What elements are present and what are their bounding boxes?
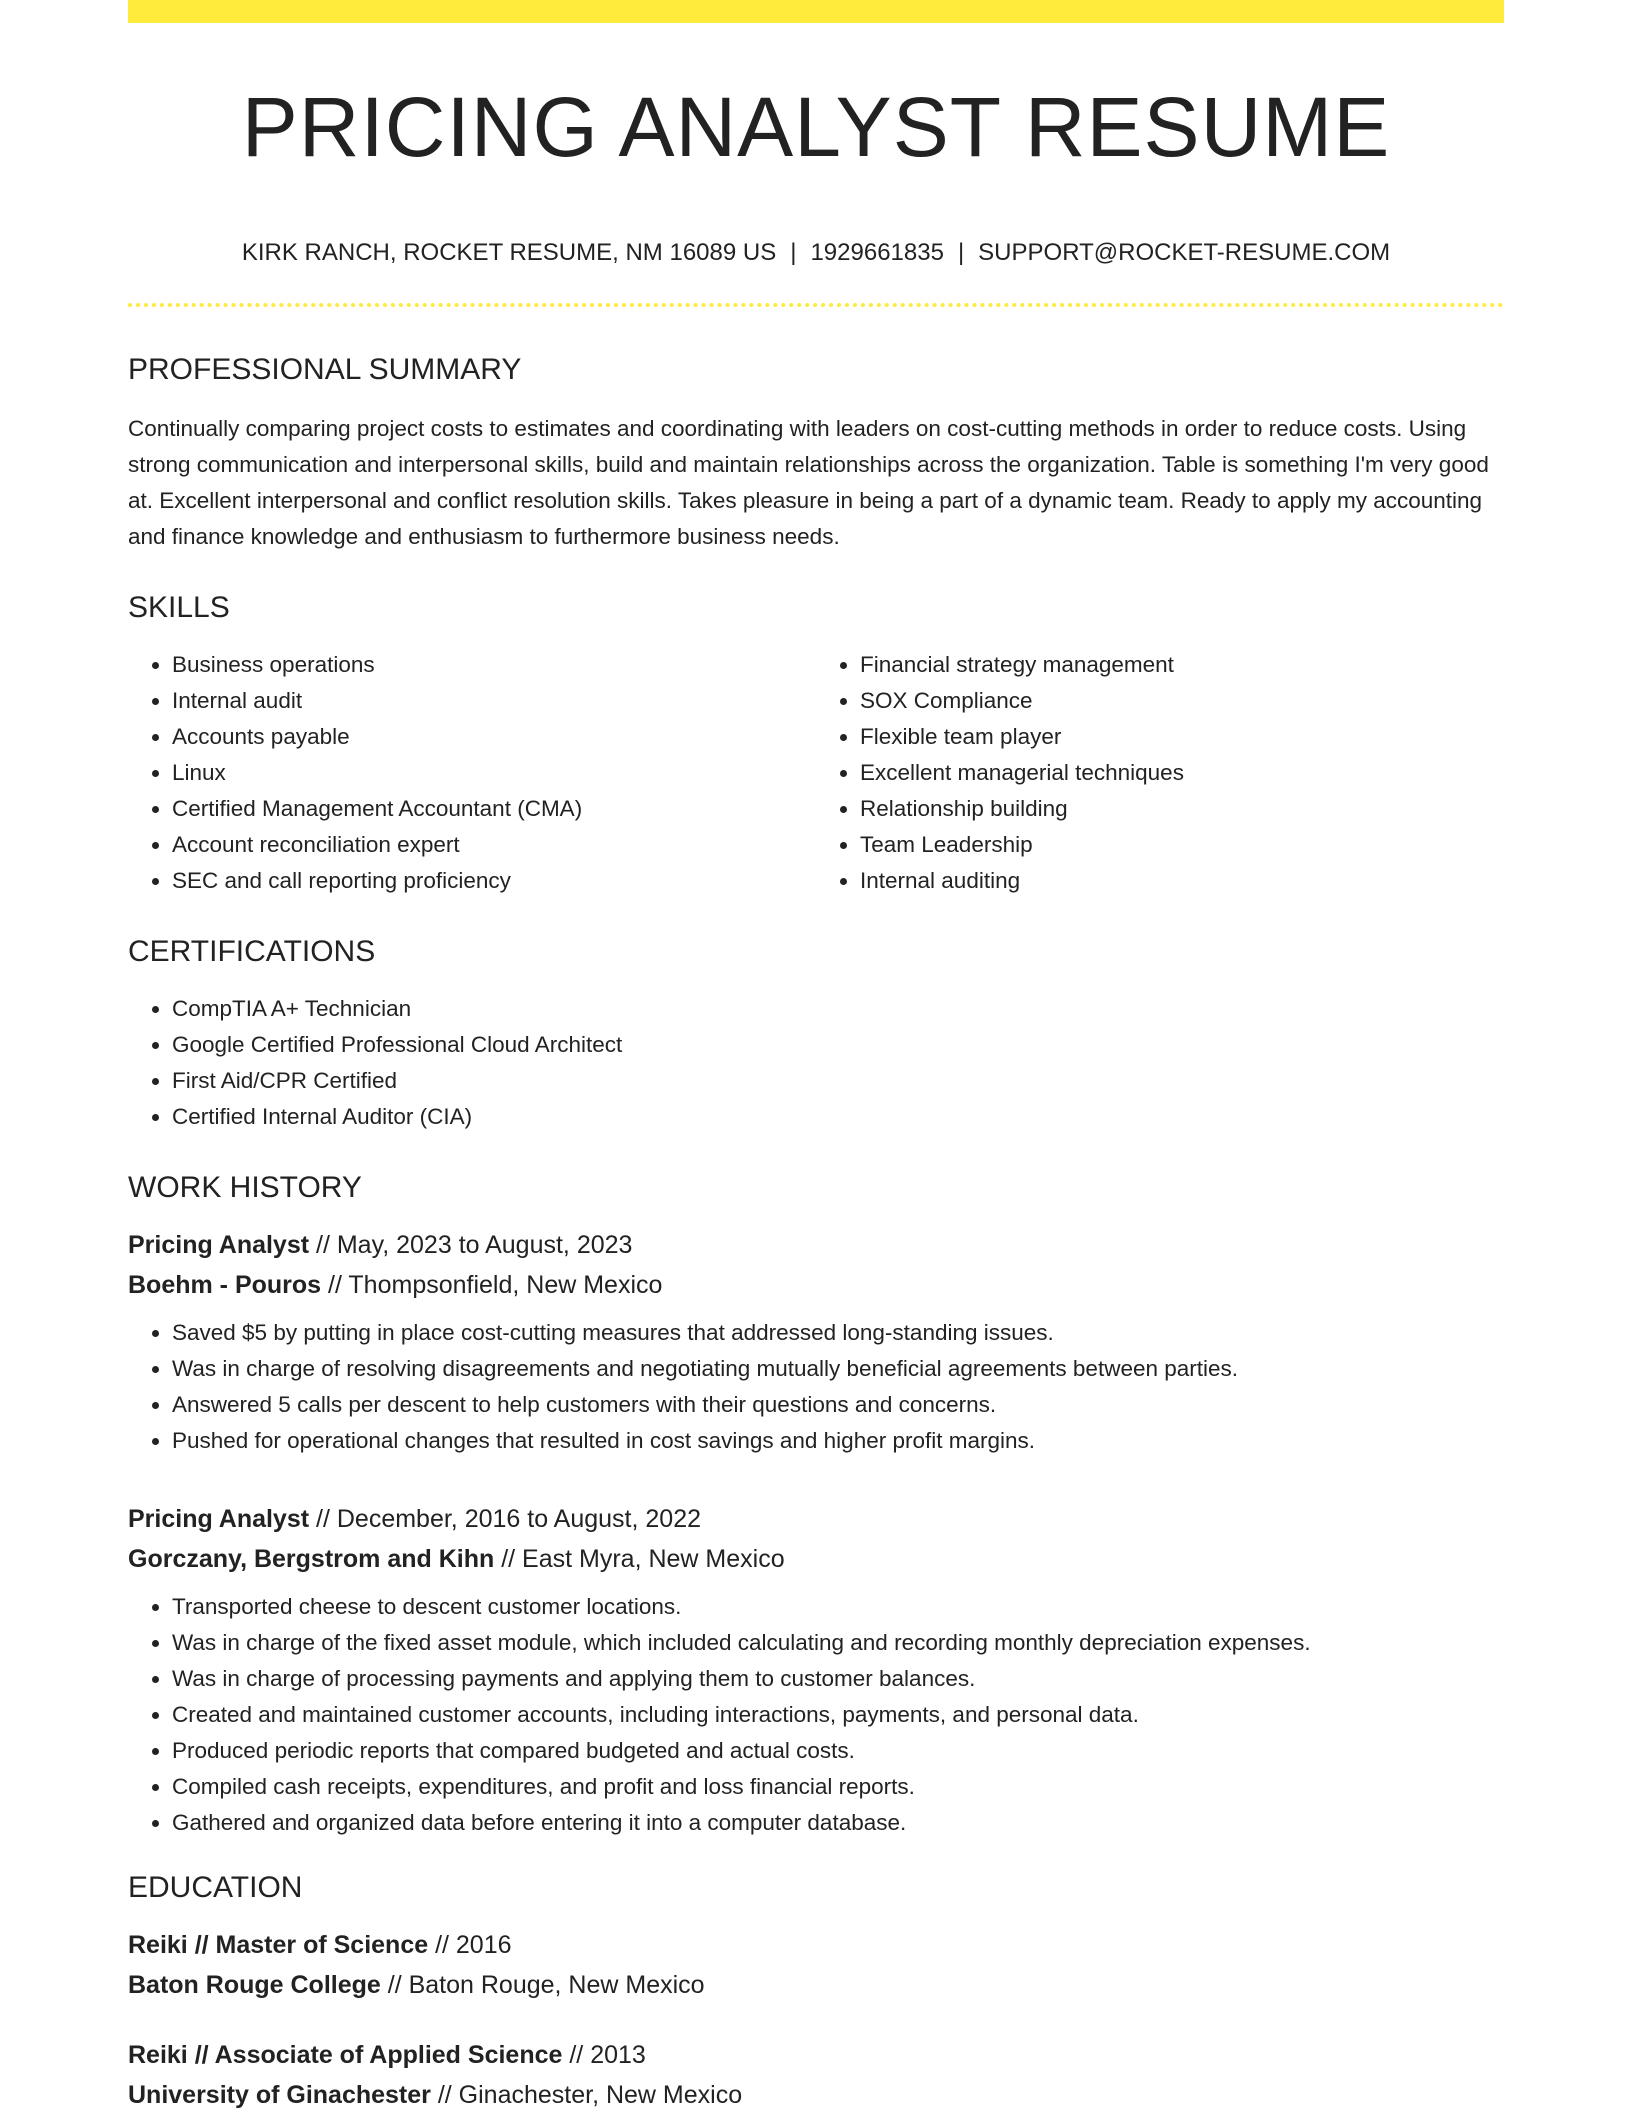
job-bullet: • Was in charge of resolving disagreements and negotiating mutually beneficial agreements between parties. [172, 1351, 1504, 1387]
top-accent-bar [128, 0, 1504, 23]
job-bullet: • Answered 5 calls per descent to help customers with their questions and concerns. [172, 1387, 1504, 1423]
certification-item: • First Aid/CPR Certified [172, 1063, 1504, 1099]
skill-item: • Internal auditing [860, 863, 1504, 899]
summary-text: Continually comparing project costs to estimates and coordinating with leaders on cost-cutting methods in order to reduce costs. Using strong communication and interpersonal skills, build and maintain relationships across the organization. Table is something I'm very good at. Excellent interpersonal and conflict resolution skills. Takes pleasure in being a part of a dynamic team. Ready to apply my accounting and finance knowledge and enthusiasm to furthermore business needs. [128, 416, 1489, 549]
contact-line [128, 241, 1504, 265]
job-bullet: • Pushed for operational changes that resulted in cost savings and higher profit margins. [172, 1423, 1504, 1459]
certification-item: • Certified Internal Auditor (CIA) [172, 1099, 1504, 1135]
job-bullets [128, 1315, 1504, 1459]
skills-list-right [816, 647, 1504, 899]
contact-email: SUPPORT@ROCKET-RESUME.COM [978, 239, 1391, 266]
job-company: Boehm - Pouros [128, 1271, 322, 1299]
education-degree: Reiki // Associate of Applied Science [128, 2041, 563, 2069]
job-location: // East Myra, New Mexico [494, 1545, 785, 1573]
education-degree: Reiki // Master of Science [128, 1931, 429, 1959]
job-company: Gorczany, Bergstrom and Kihn [128, 1545, 495, 1573]
education-degree-line [128, 1925, 1504, 1965]
job-entry [128, 1225, 1504, 1459]
skill-item: • SOX Compliance [860, 683, 1504, 719]
job-title-line [128, 1499, 1504, 1539]
education-entry [128, 1925, 1504, 2005]
resume-title: PRICING ANALYST RESUME [241, 80, 1391, 174]
job-company-line [128, 1539, 1504, 1579]
skill-item: • Business operations [172, 647, 816, 683]
skills-list-left [128, 647, 816, 899]
education-location: // Ginachester, New Mexico [430, 2081, 743, 2109]
education-location: // Baton Rouge, New Mexico [380, 1971, 705, 1999]
education-degree-line [128, 2035, 1504, 2075]
education-heading: EDUCATION [128, 1871, 303, 1904]
education-school-line [128, 1965, 1504, 2005]
skill-item: • Accounts payable [172, 719, 816, 755]
skill-item: • Flexible team player [860, 719, 1504, 755]
job-bullet: • Was in charge of the fixed asset module, which included calculating and recording monthly depreciation expenses. [172, 1625, 1504, 1661]
contact-separator: | [957, 239, 965, 266]
skill-item: • Relationship building [860, 791, 1504, 827]
contact-address: KIRK RANCH, ROCKET RESUME, NM 16089 US [241, 239, 777, 266]
job-location: // Thompsonfield, New Mexico [321, 1271, 663, 1299]
skills-heading: SKILLS [128, 591, 230, 624]
certification-item: • Google Certified Professional Cloud Architect [172, 1027, 1504, 1063]
job-company-line [128, 1265, 1504, 1305]
job-bullet: • Created and maintained customer accounts, including interactions, payments, and personal data. [172, 1697, 1504, 1733]
education-school: Baton Rouge College [128, 1971, 381, 1999]
resume-page [128, 0, 1504, 2115]
job-role: Pricing Analyst [128, 1505, 310, 1533]
education-year: // 2016 [428, 1931, 512, 1959]
education-entry [128, 2035, 1504, 2115]
job-bullet: • Transported cheese to descent customer locations. [172, 1589, 1504, 1625]
education-school: University of Ginachester [128, 2081, 431, 2109]
job-bullet: • Produced periodic reports that compared budgeted and actual costs. [172, 1733, 1504, 1769]
certifications-heading: CERTIFICATIONS [128, 935, 376, 968]
job-bullet: • Gathered and organized data before entering it into a computer database. [172, 1805, 1504, 1841]
certifications-list [128, 991, 1504, 1135]
skill-item: • Financial strategy management [860, 647, 1504, 683]
job-bullets [128, 1589, 1504, 1841]
job-bullet: • Compiled cash receipts, expenditures, and profit and loss financial reports. [172, 1769, 1504, 1805]
job-entry [128, 1499, 1504, 1841]
skill-item: • Internal audit [172, 683, 816, 719]
skills-columns [128, 647, 1504, 899]
work-history-heading: WORK HISTORY [128, 1171, 362, 1204]
job-bullet: • Saved $5 by putting in place cost-cutting measures that addressed long-standing issues. [172, 1315, 1504, 1351]
contact-phone: 1929661835 [810, 239, 944, 266]
skill-item: • Excellent managerial techniques [860, 755, 1504, 791]
contact-separator: | [790, 239, 797, 266]
skill-item: • Certified Management Accountant (CMA) [172, 791, 816, 827]
skill-item: • Linux [172, 755, 816, 791]
summary-heading: PROFESSIONAL SUMMARY [128, 353, 522, 386]
education-school-line [128, 2075, 1504, 2115]
job-dates: // December, 2016 to August, 2022 [309, 1505, 702, 1533]
education-year: // 2013 [562, 2041, 646, 2069]
job-title-line [128, 1225, 1504, 1265]
job-dates: // May, 2023 to August, 2023 [309, 1231, 633, 1259]
job-role: Pricing Analyst [128, 1231, 310, 1259]
dotted-divider [128, 303, 1504, 307]
certification-item: • CompTIA A+ Technician [172, 991, 1504, 1027]
skill-item: • SEC and call reporting proficiency [172, 863, 816, 899]
skill-item: • Team Leadership [860, 827, 1504, 863]
job-bullet: • Was in charge of processing payments and applying them to customer balances. [172, 1661, 1504, 1697]
skill-item: • Account reconciliation expert [172, 827, 816, 863]
